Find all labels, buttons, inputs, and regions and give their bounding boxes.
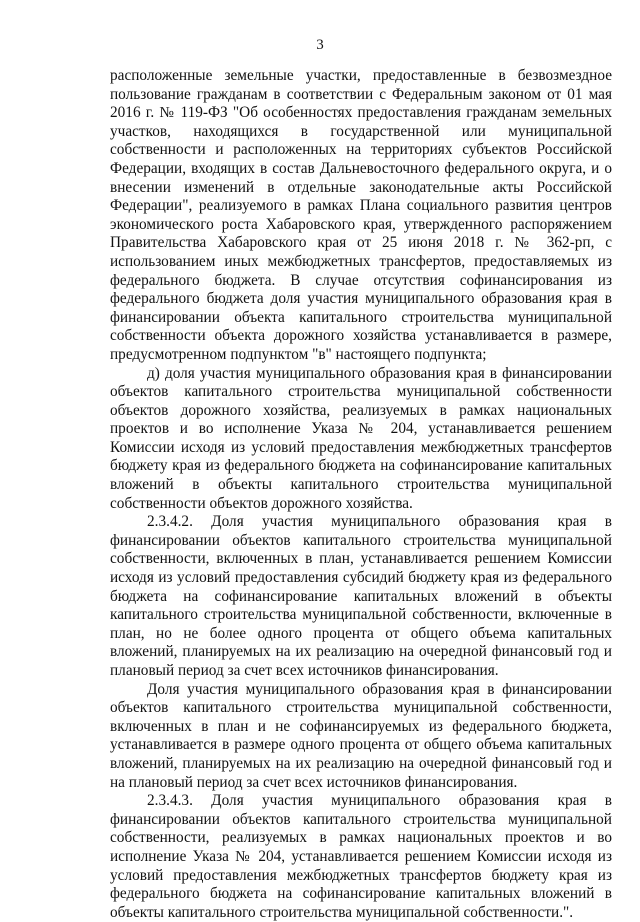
- paragraph-continuation: расположенные земельные участки, предоставленные в безвозмездное пользование гражданам в соответствии с Федеральным законом от 01 мая 2016 г. № 119-ФЗ "Об особенностях предоставления гражданам земельных участков, находящихся в государственной или муниципальной собственности и расположенных на территориях субъектов Российской Федерации, входящих в состав Дальневосточного федерального округа, и о внесении изменений в отдельные законодательные акты Российской Федерации", реализуемого в рамках Плана социального развития центров экономического роста Хабаровского края, утвержденного распоряжением Правительства Хабаровского края от 25 июня 2018 г. № 362-рп, с использованием иных межбюджетных трансфертов, предоставляемых из федерального бюджета. В случае отсутствия софинансирования из федерального бюджета доля участия муниципального образования края в финансировании объекта капитального строительства муниципальной собственности объекта дорожного хозяйства устанавливается в размере, предусмотренном подпунктом "в" настоящего подпункта;: [110, 67, 612, 363]
- document-body: [110, 67, 612, 922]
- paragraph-subitem-d: д) доля участия муниципального образования края в финансировании объектов капитального строительства муниципальной собственности объектов дорожного хозяйства, реализуемых в рамках национальных проектов и во исполнение Указа № 204, устанавливается решением Комиссии исходя из условий предоставления межбюджетных трансфертов бюджету края из федерального бюджета на софинансирование капитальных вложений в объекты капитального строительства муниципальной собственности объектов дорожного хозяйства.: [110, 364, 612, 512]
- paragraph-item-2-3-4-3: 2.3.4.3. Доля участия муниципального образования края в финансировании объектов капитального строительства муниципальной собственности, реализуемых в рамках национальных проектов и во исполнение Указа № 204, устанавливается решением Комиссии исходя из условий предоставления межбюджетных трансфертов бюджету края из федерального бюджета на софинансирование капитальных вложений в объекты капитального строительства муниципальной собственности.".: [110, 792, 612, 921]
- paragraph-item-2-3-4-2: 2.3.4.2. Доля участия муниципального образования края в финансировании объектов капитального строительства муниципальной собственности, включенных в план, устанавливается решением Комиссии исходя из условий предоставления субсидий бюджету края из федерального бюджета на софинансирование капитальных вложений в объекты капитального строительства муниципальной собственности, включенные в план, но не более одного процента от общего объема капитальных вложений, планируемых на их реализацию на очередной финансовый год и плановый период за счет всех источников финансирования.: [110, 513, 612, 679]
- paragraph-item-2-3-4-2-second: Доля участия муниципального образования края в финансировании объектов капитального строительства муниципальной собственности, включенных в план и не софинансируемых из федерального бюджета, устанавливается в размере одного процента от общего объема капитальных вложений, планируемых на их реализацию на очередной финансовый год и на плановый период за счет всех источников финансирования.: [110, 680, 612, 791]
- page-number: 3: [316, 37, 324, 53]
